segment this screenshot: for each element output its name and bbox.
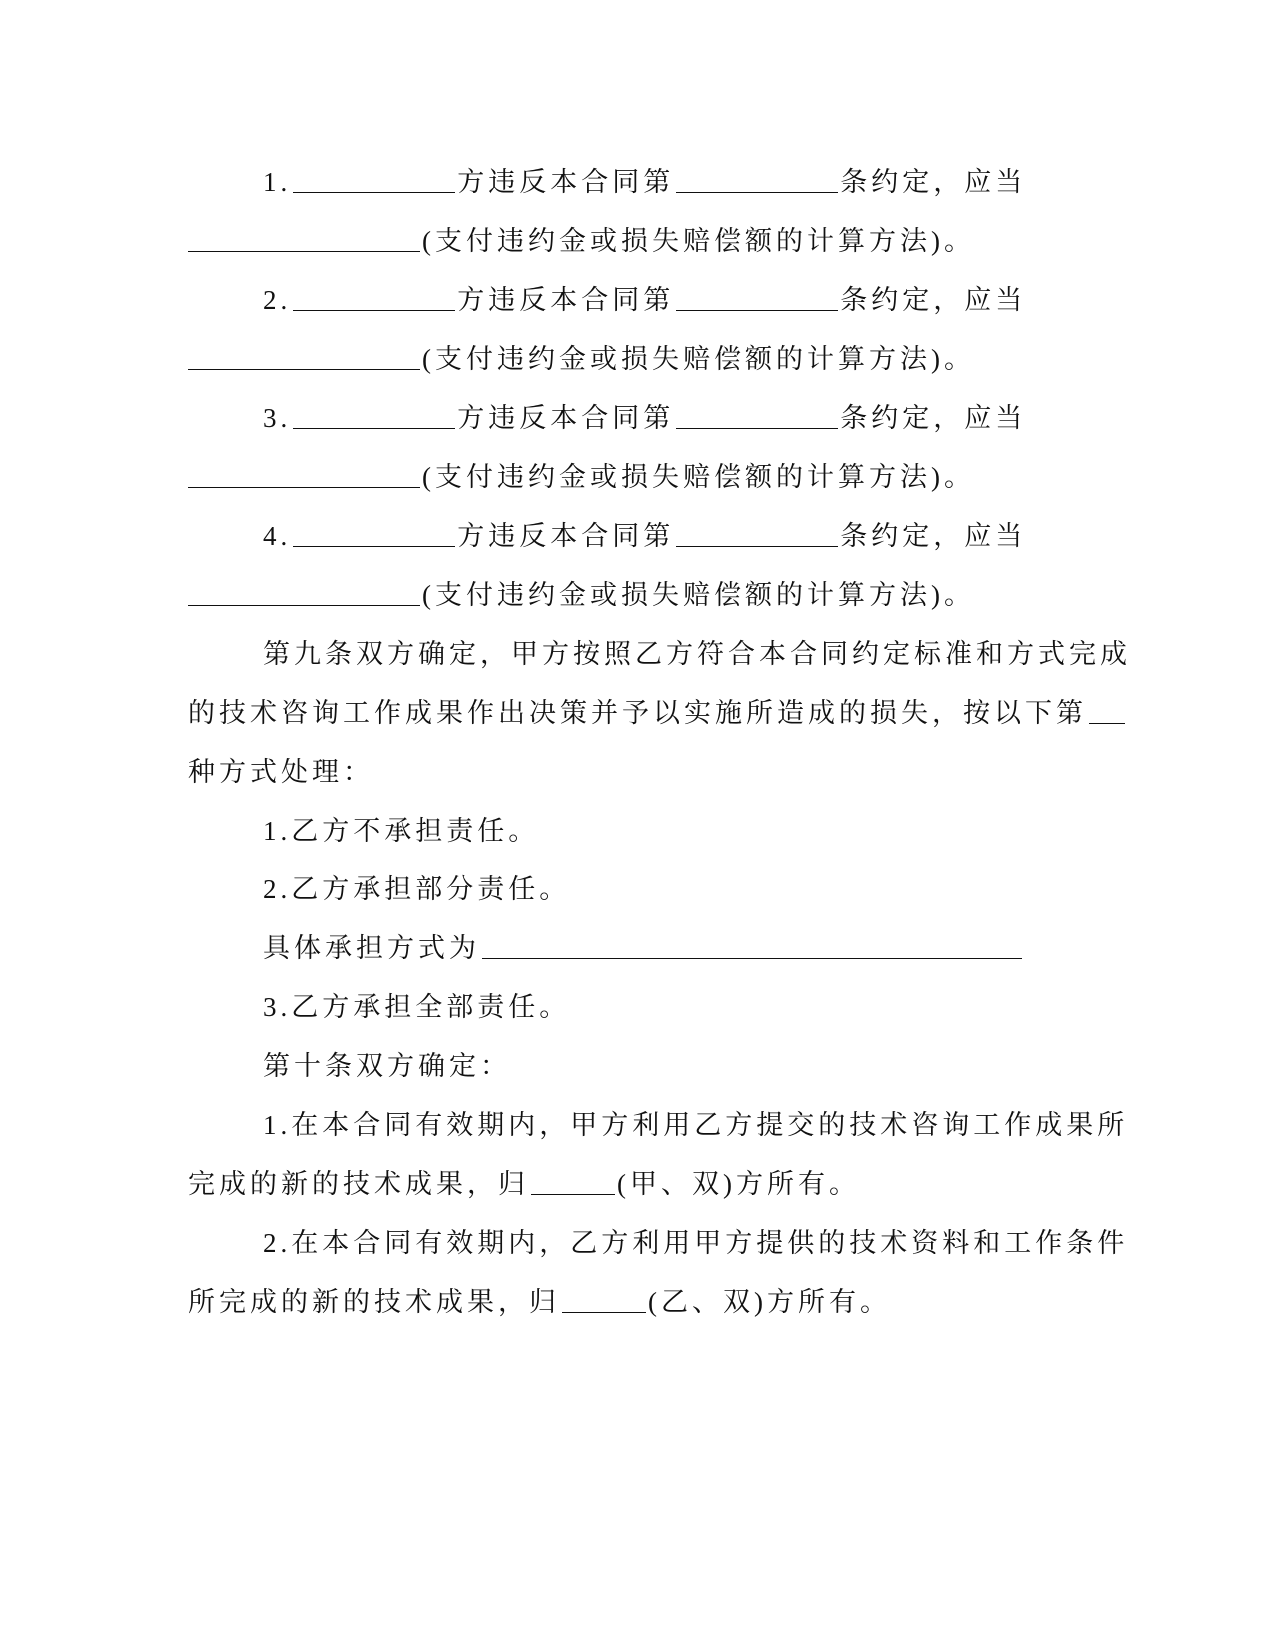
clause-text: 条约定，应当: [840, 403, 1027, 433]
fill-blank: [531, 1168, 615, 1195]
article-9-option-1: [263, 808, 1275, 854]
article-9-option-2: [263, 866, 1275, 912]
article-9-line-3: [188, 749, 1275, 795]
fill-blank: [293, 284, 455, 311]
clause-text: 方违反本合同第: [457, 403, 675, 433]
clause-4-line-2: [188, 572, 1275, 618]
article-10-p2-line-1: [263, 1220, 1275, 1266]
clause-text: (支付违约金或损失赔偿额的计算方法)。: [422, 580, 975, 610]
clause-4-line-1: [263, 513, 1275, 559]
article-text: 所完成的新的技术成果，归: [188, 1287, 560, 1317]
article-10-p2-line-2: [188, 1279, 1275, 1325]
fill-blank: [293, 166, 455, 193]
article-10-title: [263, 1043, 1275, 1089]
clause-3-line-2: [188, 454, 1275, 500]
fill-blank: [188, 461, 420, 488]
article-text: 第九条双方确定，甲方按照乙方符合本合同约定标准和方式完成: [263, 639, 1131, 669]
detail-label: 具体承担方式为: [263, 933, 480, 963]
clause-2-line-2: [188, 336, 1275, 382]
article-text: 的技术咨询工作成果作出决策并予以实施所造成的损失，按以下第: [188, 698, 1087, 728]
clause-text: 条约定，应当: [840, 285, 1027, 315]
clause-1-line-2: [188, 218, 1275, 264]
fill-blank: [676, 402, 838, 429]
clause-text: 方违反本合同第: [457, 167, 675, 197]
option-text: 1.乙方不承担责任。: [263, 816, 540, 846]
clause-text: 方违反本合同第: [457, 285, 675, 315]
clause-text: 条约定，应当: [840, 167, 1027, 197]
clause-text: (支付违约金或损失赔偿额的计算方法)。: [422, 344, 975, 374]
fill-blank: [676, 284, 838, 311]
fill-blank: [188, 225, 420, 252]
fill-blank: [188, 343, 420, 370]
article-text: 2.在本合同有效期内，乙方利用甲方提供的技术资料和工作条件: [263, 1228, 1129, 1258]
fill-blank: [676, 166, 838, 193]
fill-blank: [562, 1286, 646, 1313]
clause-2-line-1: [263, 277, 1275, 323]
clause-text: 方违反本合同第: [457, 521, 675, 551]
fill-blank: [482, 932, 1022, 959]
article-text: 种方式处理：: [188, 757, 374, 787]
article-text: (甲、双)方所有。: [617, 1169, 860, 1199]
article-9-option-3: [263, 984, 1275, 1030]
clause-text: (支付违约金或损失赔偿额的计算方法)。: [422, 462, 975, 492]
article-text: 1.在本合同有效期内，甲方利用乙方提交的技术咨询工作成果所: [263, 1110, 1129, 1140]
option-text: 2.乙方承担部分责任。: [263, 874, 571, 904]
article-10-p1-line-1: [263, 1102, 1275, 1148]
clause-1-line-1: [263, 159, 1275, 205]
article-text: 第十条双方确定：: [263, 1051, 511, 1081]
clause-number: 4.: [263, 521, 292, 551]
clause-number: 3.: [263, 403, 292, 433]
article-text: 完成的新的技术成果，归: [188, 1169, 529, 1199]
clause-3-line-1: [263, 395, 1275, 441]
clause-number: 2.: [263, 285, 292, 315]
fill-blank: [293, 520, 455, 547]
article-9-line-2: [188, 690, 1275, 736]
fill-blank: [1089, 697, 1125, 724]
article-10-p1-line-2: [188, 1161, 1275, 1207]
clause-text: (支付违约金或损失赔偿额的计算方法)。: [422, 226, 975, 256]
article-9-line-1: [263, 631, 1275, 677]
fill-blank: [188, 579, 420, 606]
clause-number: 1.: [263, 167, 292, 197]
clause-text: 条约定，应当: [840, 521, 1027, 551]
article-9-detail: [263, 925, 1275, 971]
option-text: 3.乙方承担全部责任。: [263, 992, 571, 1022]
fill-blank: [676, 520, 838, 547]
article-text: (乙、双)方所有。: [648, 1287, 891, 1317]
fill-blank: [293, 402, 455, 429]
